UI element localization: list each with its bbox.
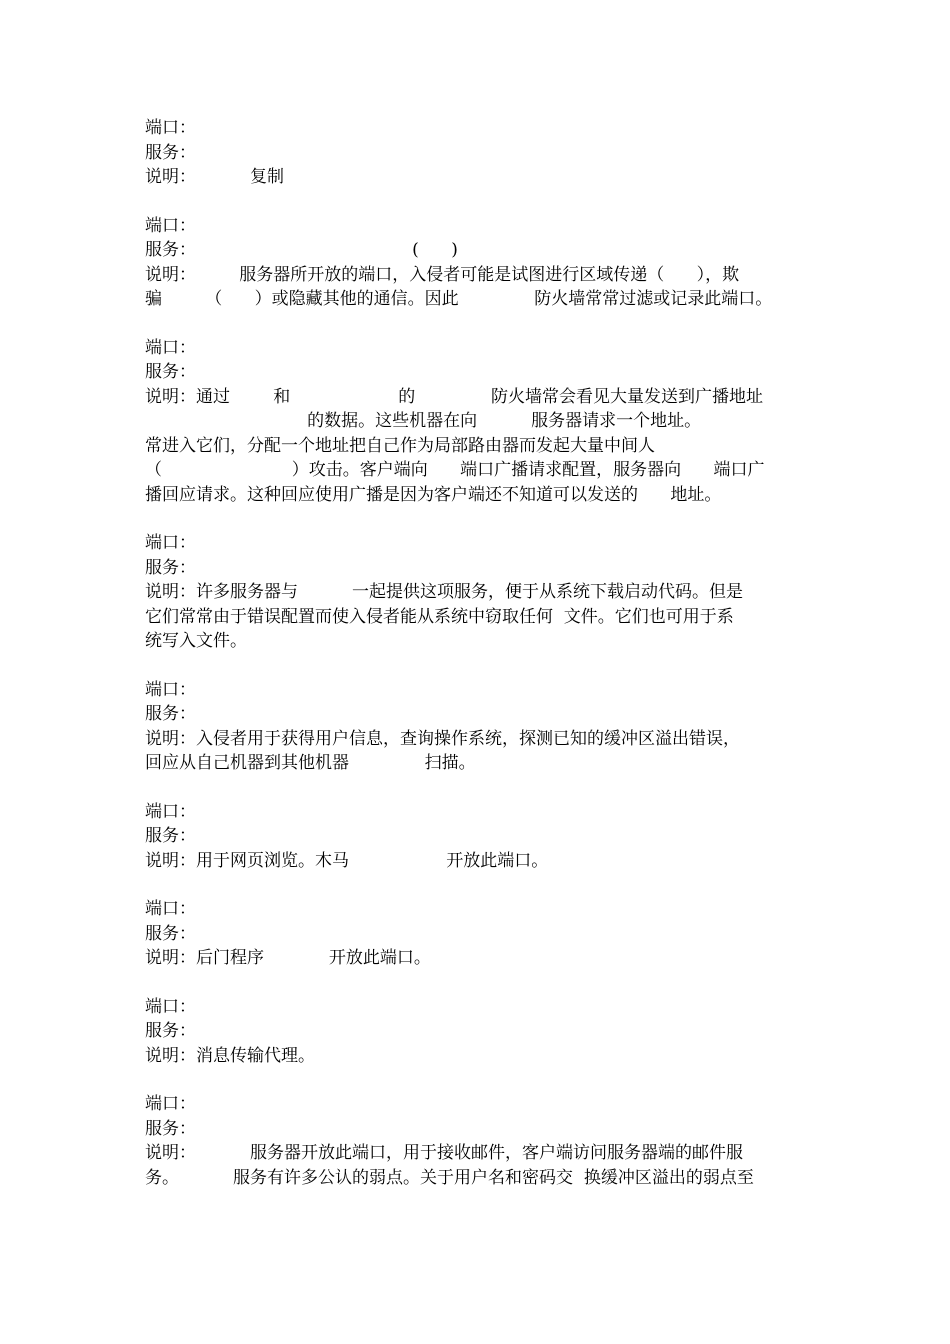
description-line: 说明：通过 和 的 防火墙常会看见大量发送到广播地址 bbox=[145, 386, 763, 407]
description-line: 说明： 服务器所开放的端口，入侵者可能是试图进行区域传递（ ），欺 bbox=[145, 264, 740, 285]
description-line: 说明： 服务器开放此端口，用于接收邮件，客户端访问服务器端的邮件服 bbox=[145, 1143, 744, 1163]
port-entry bbox=[145, 897, 810, 971]
service-line: 服务： bbox=[145, 1021, 196, 1041]
document-page bbox=[145, 116, 810, 1214]
service-line: 服务： ( ) bbox=[145, 240, 458, 260]
description-line: 播回应请求。这种回应使用广播是因为客户端还不知道可以发送的 地址。 bbox=[145, 484, 722, 505]
service-line: 服务： bbox=[145, 142, 196, 163]
description-line: （ ）攻击。客户端向 端口广播请求配置，服务器向 端口广 bbox=[145, 460, 765, 480]
description-line: 说明：许多服务器与 一起提供这项服务，便于从系统下载启动代码。但是 bbox=[145, 582, 744, 602]
service-line: 服务： bbox=[145, 1118, 196, 1139]
port-entry bbox=[145, 214, 810, 312]
description-line: 说明：入侵者用于获得用户信息，查询操作系统，探测已知的缓冲区溢出错误， bbox=[145, 728, 740, 749]
port-line: 端口： bbox=[145, 215, 196, 236]
port-entry bbox=[145, 116, 810, 190]
port-entry bbox=[145, 678, 810, 776]
description-line: 骗 （ ）或隐藏其他的通信。因此 防火墙常常过滤或记录此端口。 bbox=[145, 289, 773, 309]
port-line: 端口： bbox=[145, 679, 196, 700]
port-entry bbox=[145, 531, 810, 654]
port-entry bbox=[145, 800, 810, 874]
port-entry bbox=[145, 1092, 810, 1190]
service-line: 服务： bbox=[145, 557, 196, 578]
description-line: 它们常常由于错误配置而使入侵者能从系统中窃取任何 文件。它们也可用于系 bbox=[145, 606, 734, 627]
description-line: 说明：后门程序 开放此端口。 bbox=[145, 948, 431, 968]
description-line: 的数据。这些机器在向 服务器请求一个地址。 bbox=[145, 411, 702, 431]
description-line: 统写入文件。 bbox=[145, 631, 247, 651]
service-line: 服务： bbox=[145, 923, 196, 944]
port-line: 端口： bbox=[145, 118, 196, 138]
description-line: 说明：消息传输代理。 bbox=[145, 1045, 315, 1066]
description-line: 常进入它们，分配一个地址把自己作为局部路由器而发起大量中间人 bbox=[145, 435, 655, 456]
port-line: 端口： bbox=[145, 1094, 196, 1114]
port-line: 端口： bbox=[145, 801, 196, 822]
port-line: 端口： bbox=[145, 996, 196, 1017]
port-line: 端口： bbox=[145, 899, 196, 919]
service-line: 服务： bbox=[145, 362, 196, 382]
service-line: 服务： bbox=[145, 704, 196, 724]
description-line: 说明：用于网页浏览。木马 开放此端口。 bbox=[145, 850, 549, 871]
description-line: 回应从自己机器到其他机器 扫描。 bbox=[145, 753, 476, 773]
port-line: 端口： bbox=[145, 337, 196, 358]
description-line: 说明： 复制 bbox=[145, 167, 285, 187]
description-line: 务。 服务有许多公认的弱点。关于用户名和密码交 换缓冲区溢出的弱点至 bbox=[145, 1167, 754, 1188]
service-line: 服务： bbox=[145, 826, 196, 846]
port-entry bbox=[145, 336, 810, 508]
port-entry bbox=[145, 995, 810, 1069]
port-line: 端口： bbox=[145, 533, 196, 553]
